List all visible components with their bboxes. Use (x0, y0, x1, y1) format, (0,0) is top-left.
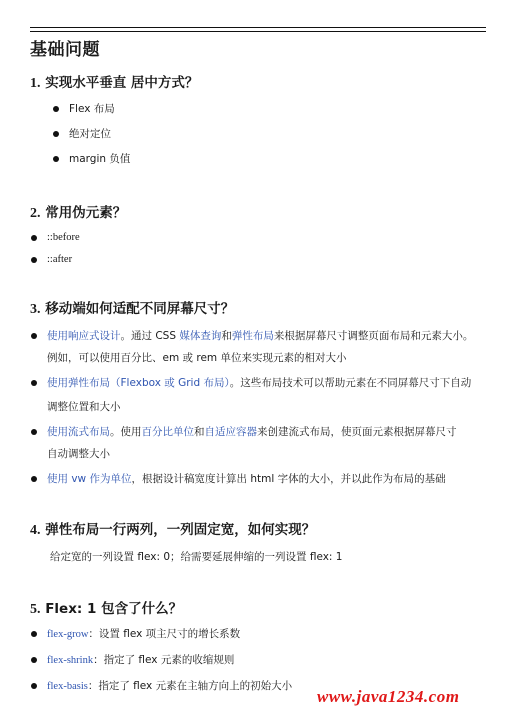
bullet (53, 156, 59, 162)
paragraph: 给定宽的一列设置 flex: 0；给需要延展伸缩的一列设置 flex: 1 (50, 551, 343, 563)
list-item: 使用流式布局。使用百分比单位和自适应容器来创建流式布局，使页面元素根据屏幕尺寸 (47, 426, 457, 438)
bullet (53, 106, 59, 112)
list-item: flex-shrink：指定了 flex 元素的收缩规则 (47, 654, 235, 666)
list-item: 使用弹性布局（Flexbox 或 Grid 布局）。这些布局技术可以帮助元素在不同屏幕尺寸下自动 (47, 377, 472, 389)
list-item-continuation: 自动调整大小 (47, 448, 110, 460)
section-2-heading: 2. 常用伪元素？ (30, 205, 127, 221)
list-item: ::before (47, 232, 80, 243)
bullet (31, 429, 37, 435)
link-text[interactable]: 百分比单位 (141, 426, 194, 438)
bullet (31, 657, 37, 663)
list-item: 使用 vw 作为单位，根据设计稿宽度计算出 html 字体的大小，并以此作为布局的基础 (47, 473, 446, 485)
list-item-continuation: 调整位置和大小 (47, 401, 121, 413)
link-text[interactable]: 使用弹性布局（Flexbox 或 Grid 布局） (47, 377, 230, 389)
link-text[interactable]: flex-basis (47, 681, 88, 692)
list-item: 绝对定位 (69, 128, 111, 140)
link-text[interactable]: 自适应容器 (204, 426, 257, 438)
page-title: 基础问题 (30, 40, 100, 60)
section-1-heading: 1. 实现水平垂直 居中方式？ (30, 75, 199, 91)
list-item: 使用响应式设计。通过 CSS 媒体查询和弹性布局来根据屏幕尺寸调整页面布局和元素大小。 (47, 330, 474, 342)
section-3-heading: 3. 移动端如何适配不同屏幕尺寸？ (30, 301, 235, 317)
section-4-heading: 4. 弹性布局一行两列，一列固定宽，如何实现？ (30, 522, 316, 538)
bullet (31, 683, 37, 689)
bullet (31, 235, 37, 241)
link-text[interactable]: flex-grow (47, 629, 89, 640)
link-text[interactable]: 使用 vw 作为单位 (47, 473, 132, 485)
bullet (31, 257, 37, 263)
list-item: margin 负值 (69, 153, 131, 165)
link-text[interactable]: 媒体查询 (179, 330, 222, 342)
bullet (53, 131, 59, 137)
link-text[interactable]: flex-shrink (47, 655, 94, 666)
bullet (31, 333, 37, 339)
list-item: ::after (47, 254, 73, 265)
top-rule-thin (30, 31, 486, 32)
list-item: flex-grow：设置 flex 项主尺寸的增长系数 (47, 628, 241, 640)
link-text[interactable]: 使用响应式设计 (47, 330, 121, 342)
link-text[interactable]: 使用流式布局 (47, 426, 110, 438)
list-item: flex-basis：指定了 flex 元素在主轴方向上的初始大小 (47, 680, 293, 692)
list-item: Flex 布局 (69, 103, 115, 115)
watermark: www.java1234.com (317, 687, 460, 706)
list-item-continuation: 例如，可以使用百分比、em 或 rem 单位来实现元素的相对大小 (47, 352, 347, 364)
top-rule (30, 27, 486, 28)
bullet (31, 476, 37, 482)
link-text[interactable]: 弹性布局 (231, 330, 274, 342)
bullet (31, 631, 37, 637)
bullet (31, 380, 37, 386)
section-5-heading: 5. Flex: 1 包含了什么？ (30, 601, 183, 617)
